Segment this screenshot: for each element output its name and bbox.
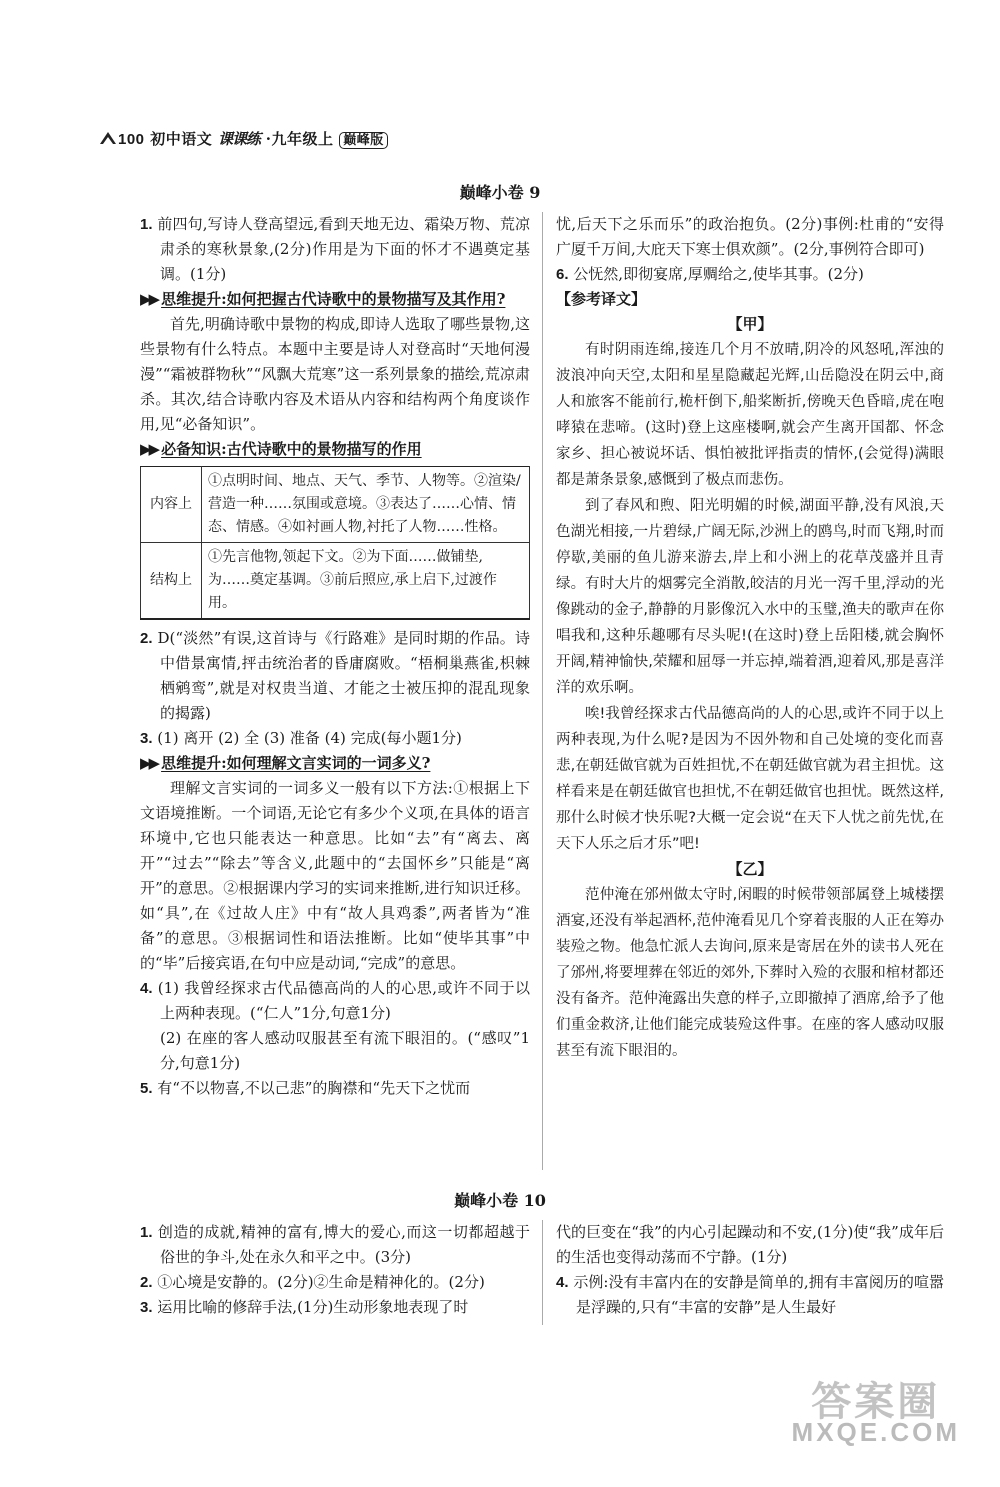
table-cell: ①先言他物,领起下文。②为下面……做铺垫,为……奠定基调。③前后照应,承上启下,过渡作用。 xyxy=(202,543,530,620)
answer-4-part-2: (2) 在座的客人感动叹服甚至有流下眼泪的。(“感叹”1分,句意1分) xyxy=(160,1029,530,1072)
knowledge-table xyxy=(140,466,530,620)
translation-paragraph: 有时阴雨连绵,接连几个月不放晴,阴冷的风怒吼,浑浊的波浪冲向天空,太阳和星星隐藏起光辉,山岳隐没在阴云中,商人和旅客不能前行,桅杆倒下,船桨断折,傍晚天色昏暗,虎在咆哮猿在悲啼。(这时)登上这座楼啊,就会产生离开国都、怀念家乡、担心被说坏话、惧怕被批评指责的情怀,(会觉得)满眼都是萧条景象,感慨到了极点而悲伤。 xyxy=(556,342,944,488)
translation-yi xyxy=(556,882,944,1064)
answer-4: 4. 示例:没有丰富内在的安静是简单的,拥有丰富阅历的喧嚣是浮躁的,只有“丰富的安静”是人生最好 xyxy=(556,1273,944,1316)
answer-1: 1. 创造的成就,精神的富有,博大的爱心,而这一切都超越于俗世的争斗,处在永久和平之中。(3分) xyxy=(140,1223,530,1266)
answer-3-continued: 代的巨变在“我”的内心引起躁动和不安,(1分)使“我”成年后的生活也变得动荡而不宁静。(1分) xyxy=(556,1223,944,1266)
tip-thinking-2: ▶▶ 思维提升:如何理解文言实词的一词多义? xyxy=(140,754,431,772)
column-divider xyxy=(542,1220,543,1325)
column-divider xyxy=(542,212,543,1170)
section10-right-column xyxy=(556,1220,944,1320)
edition-badge: 巅峰版 xyxy=(339,132,388,149)
section10-title: 巅峰小卷 10 xyxy=(454,1191,546,1210)
table-row xyxy=(141,467,530,543)
tip-thinking-1-body: 首先,明确诗歌中景物的构成,即诗人选取了哪些景物,这些景物有什么特点。本题中主要是诗人对登高时“天地何漫漫”“霜被群物秋”“风飘大荒寒”这一系列景象的描绘,荒凉肃杀。其次,结合诗歌内容及术语从内容和结构两个角度谈作用,见“必备知识”。 xyxy=(140,315,530,433)
table-head: 内容上 xyxy=(141,467,202,543)
reference-translation-title: 【参考译文】 xyxy=(556,290,647,308)
answer-2: 2. ①心境是安静的。(2分)②生命是精神化的。(2分) xyxy=(140,1273,485,1291)
header-brand: 课课练 xyxy=(218,130,261,148)
header-grade: ·九年级上 xyxy=(265,130,334,148)
double-arrow-icon: ▶▶ xyxy=(140,754,158,772)
tip-thinking-1: ▶▶ 思维提升:如何把握古代诗歌中的景物描写及其作用? xyxy=(140,290,506,308)
answer-3: 3. (1) 离开 (2) 全 (3) 准备 (4) 完成(每小题1分) xyxy=(140,729,462,747)
translation-jia-title: 【甲】 xyxy=(727,315,773,333)
answer-5-continued: 忧,后天下之乐而乐”的政治抱负。(2分)事例:杜甫的“安得广厦千万间,大庇天下寒士俱欢颜”。(2分,事例符合即可) xyxy=(556,215,944,258)
page-header xyxy=(118,128,388,149)
table-head: 结构上 xyxy=(141,543,202,620)
section10-left-column xyxy=(140,1220,530,1320)
section9-title: 巅峰小卷 9 xyxy=(459,183,541,202)
book-logo-icon xyxy=(100,130,116,146)
double-arrow-icon: ▶▶ xyxy=(140,440,158,458)
answer-1: 1. 前四句,写诗人登高望远,看到天地无边、霜染万物、荒凉肃杀的寒秋景象,(2分)作用是为下面的怀才不遇奠定基调。(1分) xyxy=(140,215,530,283)
translation-paragraph: 范仲淹在邠州做太守时,闲暇的时候带领部属登上城楼摆酒宴,还没有举起酒杯,范仲淹看见几个穿着丧服的人正在筹办装殓之物。他急忙派人去询问,原来是寄居在外的读书人死在了邠州,将要埋葬在邻近的郊外,下葬时入殓的衣服和棺材都还没有备齐。范仲淹露出失意的样子,立即撤掉了酒席,给予了他们重金救济,让他们能完成装殓这件事。在座的客人感动叹服甚至有流下眼泪的。 xyxy=(556,887,944,1059)
translation-jia xyxy=(556,337,944,857)
watermark-logo: 答案圈 MXQE.COM xyxy=(791,1379,960,1447)
translation-paragraph: 唉!我曾经探求古代品德高尚的人的心思,或许不同于以上两种表现,为什么呢?是因为不因外物和自己处境的变化而喜悲,在朝廷做官就为百姓担忧,不在朝廷做官就为君主担忧。这样看来是在朝廷做官也担忧,不在朝廷做官也担忧。既然这样,那什么时候才快乐呢?大概一定会说“在天下人忧之前先忧,在天下人乐之后才乐”吧! xyxy=(556,706,944,852)
header-subject: 初中语文 xyxy=(150,130,213,148)
answer-2: 2. D(“淡然”有误,这首诗与《行路难》是同时期的作品。诗中借景寓情,抨击统治者的昏庸腐败。“梧桐巢燕雀,枳棘栖鹓鸾”,就是对权贵当道、才能之士被压抑的混乱现象的揭露) xyxy=(140,629,530,722)
answer-3: 3. 运用比喻的修辞手法,(1分)生动形象地表现了时 xyxy=(140,1298,469,1316)
answer-6: 6. 公怃然,即彻宴席,厚赒给之,使毕其事。(2分) xyxy=(556,265,864,283)
table-cell: ①点明时间、地点、天气、季节、人物等。②渲染/营造一种……氛围或意境。③表达了……心情、情态、情感。④如衬画人物,衬托了人物……性格。 xyxy=(202,467,530,543)
page-number: 100 xyxy=(118,131,145,148)
translation-yi-title: 【乙】 xyxy=(727,860,773,878)
tip-thinking-2-body: 理解文言实词的一词多义一般有以下方法:①根据上下文语境推断。一个词语,无论它有多少个义项,在具体的语言环境中,它也只能表达一种意思。比如“去”有“离去、离开”“过去”“除去”等含义,此题中的“去国怀乡”只能是“离开”的意思。②根据课内学习的实词来推断,进行知识迁移。如“具”,在《过故人庄》中有“故人具鸡黍”,两者皆为“准备”的意思。③根据词性和语法推断。比如“使毕其事”中的“毕”后接宾语,在句中应是动词,“完成”的意思。 xyxy=(140,779,530,972)
answer-4: 4. (1) 我曾经探求古代品德高尚的人的心思,或许不同于以上两种表现。(“仁人”1分,句意1分) xyxy=(140,979,530,1022)
section9-right-column xyxy=(556,212,944,1064)
tip-knowledge: ▶▶ 必备知识:古代诗歌中的景物描写的作用 xyxy=(140,440,422,458)
double-arrow-icon: ▶▶ xyxy=(140,290,158,308)
table-row xyxy=(141,543,530,620)
answer-5: 5. 有“不以物喜,不以己悲”的胸襟和“先天下之忧而 xyxy=(140,1079,471,1097)
section9-left-column xyxy=(140,212,530,1101)
translation-paragraph: 到了春风和煦、阳光明媚的时候,湖面平静,没有风浪,天色湖光相接,一片碧绿,广阔无际,沙洲上的鸥鸟,时而飞翔,时而停歇,美丽的鱼儿游来游去,岸上和小洲上的花草茂盛并且青绿。有时大片的烟雾完全消散,皎洁的月光一泻千里,浮动的光像跳动的金子,静静的月影像沉入水中的玉璧,渔夫的歌声在你唱我和,这种乐趣哪有尽头呢!(在这时)登上岳阳楼,就会胸怀开阔,精神愉快,荣耀和屈辱一并忘掉,端着酒,迎着风,那是喜洋洋的欢乐啊。 xyxy=(556,498,944,696)
